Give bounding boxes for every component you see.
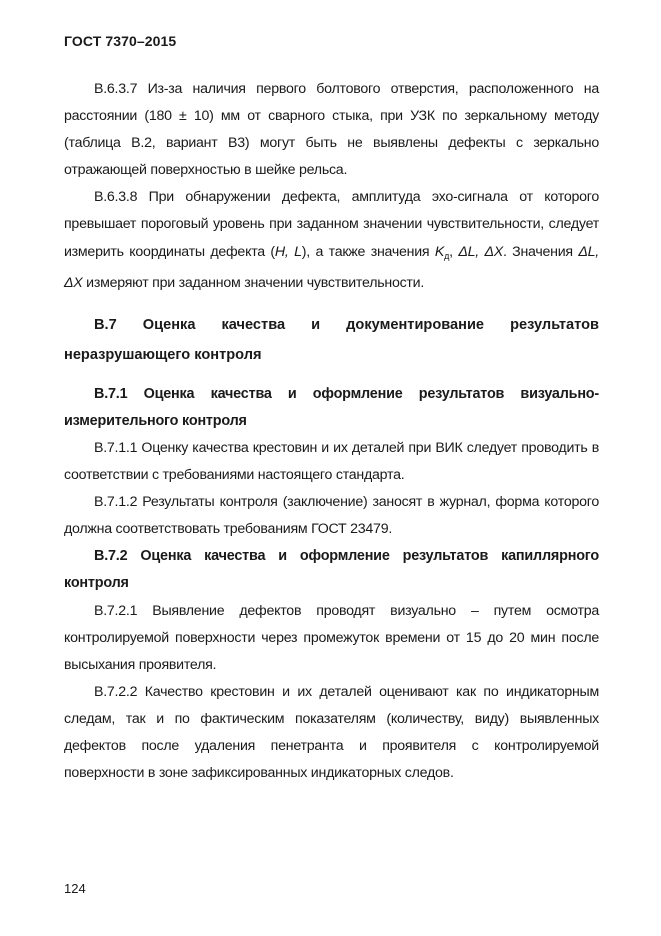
paragraph-b637: В.6.3.7 Из-за наличия первого болтового отверстия, расположенного на расстоянии (180 ± 10) мм от сварного стыка, при УЗК по зеркальному методу (таблица В.2, вариант В3) могут быть не выявлены дефекты с зеркально отражающей поверхностью в шейке рельса. xyxy=(64,81,599,179)
k-symbol: K xyxy=(434,243,445,260)
paragraph-b638-text-4: . Значения xyxy=(502,243,579,260)
paragraph-b638 xyxy=(64,184,599,296)
delta-symbols: ΔL, ΔX xyxy=(458,243,503,260)
paragraph-b638-text-5: измеряют при заданном значении чувствительности. xyxy=(82,274,425,291)
section-heading-b71: В.7.1 Оценка качества и оформление результатов визуально-измерительного контроля xyxy=(64,385,599,429)
document-header: ГОСТ 7370–2015 xyxy=(64,33,177,49)
section-heading-b72: В.7.2 Оценка качества и оформление результатов капиллярного контроля xyxy=(64,548,599,592)
paragraph-b638-text-1: В.6.3.8 При обнаружении дефекта, амплитуда эхо-сигнала от которого превышает пороговый уровень при заданном значении чувствительности, следует измерить координаты дефекта ( xyxy=(64,189,599,260)
coordinates-symbols: H, L xyxy=(274,243,302,260)
k-subscript: д xyxy=(444,250,450,261)
paragraph-b721: В.7.2.1 Выявление дефектов проводят визуально – путем осмотра контролируемой поверхности через промежуток времени от 15 до 20 мин после высыхания проявителя. xyxy=(64,602,599,673)
paragraph-b638-text-2: ), а также значения xyxy=(301,243,435,260)
paragraph-b722: В.7.2.2 Качество крестовин и их деталей оценивают как по индикаторным следам, так и по фактическим показателям (количеству, виду) выявленных дефектов после удаления пенетранта и проявителя с контролируемой поверхности в зоне зафиксированных индикаторных следов. xyxy=(64,683,599,782)
section-heading-b7: В.7 Оценка качества и документирование результатов неразрушающего контроля xyxy=(64,316,599,363)
paragraph-b711: В.7.1.1 Оценку качества крестовин и их деталей при ВИК следует проводить в соответствии с требованиями настоящего стандарта. xyxy=(64,439,599,484)
document-body xyxy=(64,76,599,787)
paragraph-b712: В.7.1.2 Результаты контроля (заключение) заносят в журнал, форма которого должна соответствовать требованиям ГОСТ 23479. xyxy=(64,494,599,538)
page-number: 124 xyxy=(64,881,86,896)
paragraph-b638-text-3: , xyxy=(449,243,459,260)
delta-symbols-2: ΔL, ΔX xyxy=(64,243,599,291)
